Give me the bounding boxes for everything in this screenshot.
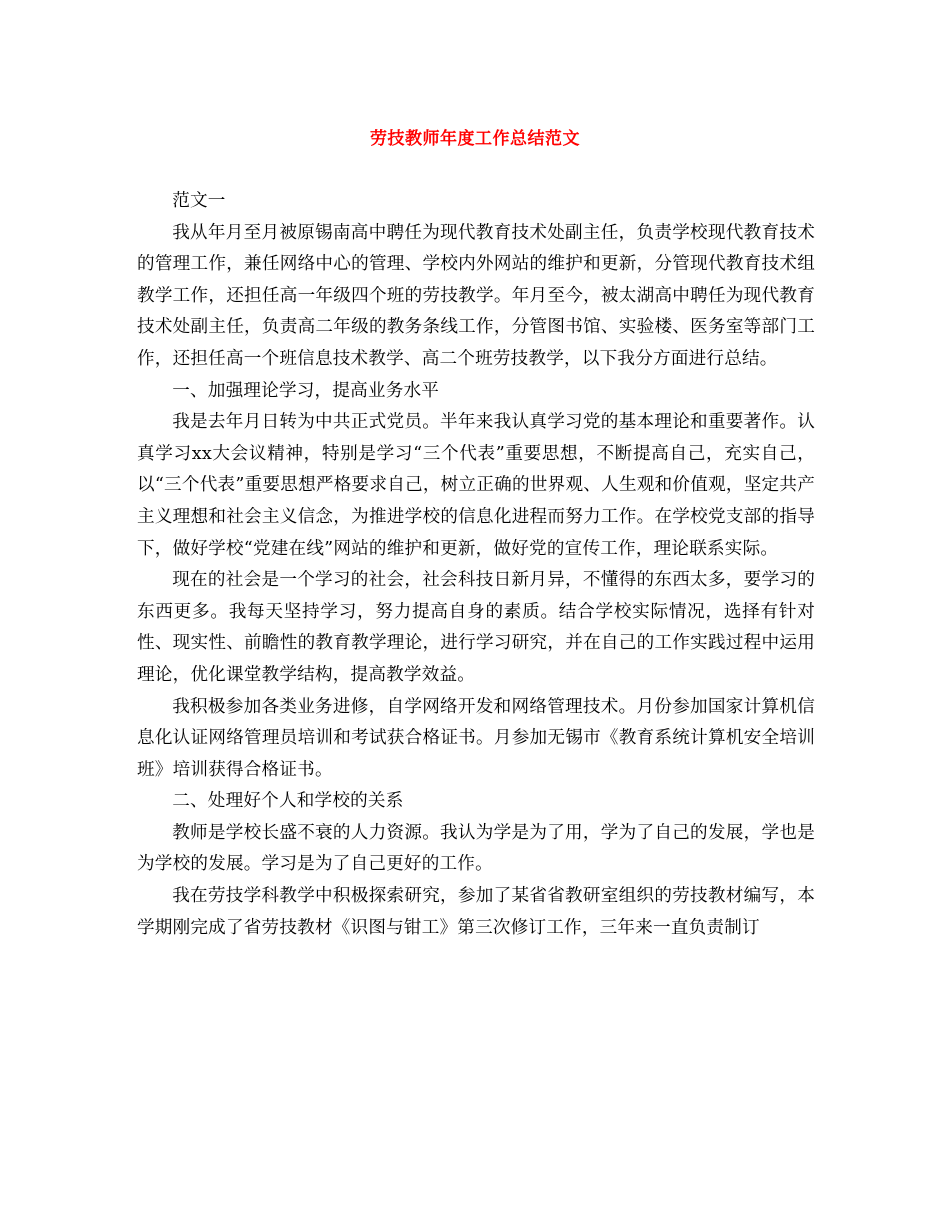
paragraph: 我是去年月日转为中共正式党员。半年来我认真学习党的基本理论和重要著作。认真学习xx大会议精神，特别是学习“三个代表”重要思想，不断提高自己，充实自己，以“三个代表”重要思想严格要求自己，树立正确的世界观、人生观和价值观，坚定共产主义理想和社会主义信念，为推进学校的信息化进程而努力工作。在学校党支部的指导下，做好学校“党建在线”网站的维护和更新，做好党的宣传工作，理论联系实际。 — [137, 412, 815, 559]
paragraph: 我积极参加各类业务进修，自学网络开发和网络管理技术。月份参加国家计算机信息化认证网络管理员培训和考试获合格证书。月参加无锡市《教育系统计算机安全培训班》培训获得合格证书。 — [137, 696, 815, 780]
paragraph: 现在的社会是一个学习的社会，社会科技日新月异，不懂得的东西太多，要学习的东西更多。我每天坚持学习，努力提高自身的素质。结合学校实际情况，选择有针对性、现实性、前瞻性的教育教学理论，进行学习研究，并在自己的工作实践过程中运用理论，优化课堂教学结构，提高教学效益。 — [137, 570, 815, 685]
paragraph: 我从年月至月被原锡南高中聘任为现代教育技术处副主任，负责学校现代教育技术的管理工作，兼任网络中心的管理、学校内外网站的维护和更新，分管现代教育技术组教学工作，还担任高一年级四个班的劳技教学。年月至今，被太湖高中聘任为现代教育技术处副主任，负责高二年级的教务条线工作，分管图书馆、实验楼、医务室等部门工作，还担任高一个班信息技术教学、高二个班劳技教学，以下我分方面进行总结。 — [137, 222, 815, 369]
section-heading: 一、加强理论学习，提高业务水平 — [172, 380, 440, 401]
section-heading: 二、处理好个人和学校的关系 — [172, 791, 404, 812]
document-title: 劳技教师年度工作总结范文 — [370, 129, 580, 149]
document-body — [137, 186, 815, 944]
paragraph: 我在劳技学科教学中积极探索研究，参加了某省省教研室组织的劳技教材编写，本学期刚完成了省劳技教材《识图与钳工》第三次修订工作，三年来一直负责制订 — [137, 886, 815, 938]
paragraph: 教师是学校长盛不衰的人力资源。我认为学是为了用，学为了自己的发展，学也是为学校的发展。学习是为了自己更好的工作。 — [137, 822, 815, 875]
paragraph-heading-fanwen: 范文一 — [172, 191, 226, 211]
